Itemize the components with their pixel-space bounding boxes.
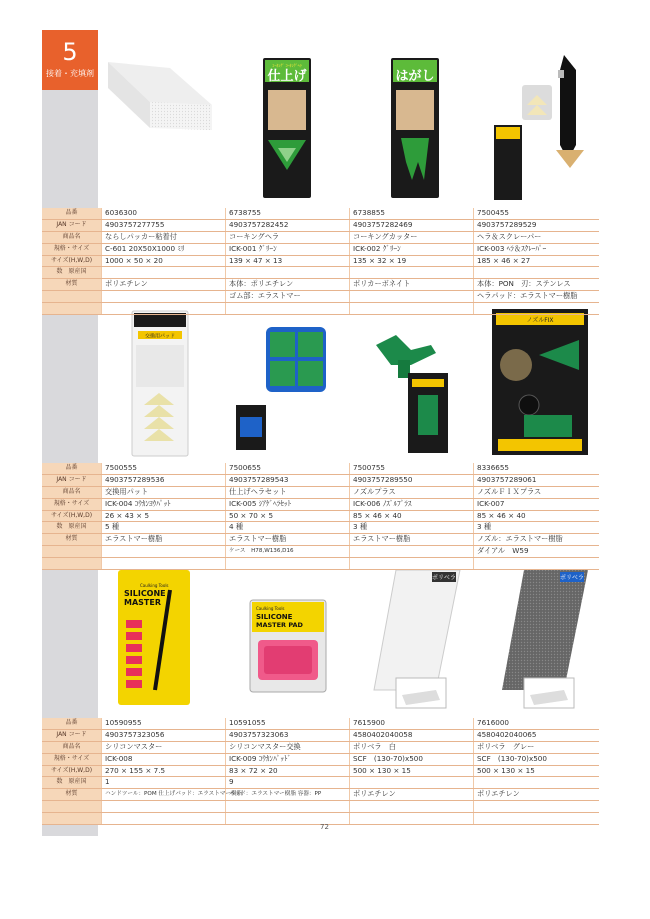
- spec-row: [42, 487, 599, 499]
- spec-cell: 4903757289061: [473, 475, 597, 486]
- spec-label: 規格・サイズ: [42, 499, 101, 510]
- spec-row: [42, 475, 599, 487]
- spec-cell: 4903757282469: [349, 220, 473, 231]
- spec-cell: ICK-008: [101, 754, 225, 765]
- spec-cell: [473, 267, 597, 278]
- spec-row: [42, 522, 599, 534]
- spec-cell: [349, 558, 473, 569]
- spec-cell: 500 × 130 × 15: [349, 766, 473, 777]
- spec-cell: 7500655: [225, 463, 349, 474]
- spec-cell: 4903757277755: [101, 220, 225, 231]
- product-image-scraper: [484, 50, 602, 205]
- spec-cell: [101, 813, 225, 824]
- spec-row: [42, 208, 599, 220]
- spec-label: 材質: [42, 534, 101, 545]
- spec-cell: 4903757289543: [225, 475, 349, 486]
- spec-cell: 500 × 130 × 15: [473, 766, 597, 777]
- spec-cell: パッド：エラストマー樹脂 容器：PP: [225, 789, 349, 800]
- spec-cell: 3 種: [473, 522, 597, 533]
- spec-label: 品番: [42, 208, 101, 219]
- spec-row: [42, 534, 599, 546]
- spec-label: 数 原産国: [42, 267, 101, 278]
- spec-cell: 135 × 32 × 19: [349, 256, 473, 267]
- spec-cell: [225, 558, 349, 569]
- spec-cell: 6738755: [225, 208, 349, 219]
- spec-cell: 仕上げヘラセット: [225, 487, 349, 498]
- pkg-tag-gray: ポリベラ: [560, 574, 584, 582]
- spec-cell: [473, 558, 597, 569]
- spec-table-3: [42, 718, 599, 825]
- spec-cell: ノズル：エラストマー樹脂: [473, 534, 597, 545]
- spec-cell: [225, 303, 349, 314]
- spec-cell: [473, 813, 597, 824]
- spec-cell: ノズルＦＩＸプラス: [473, 487, 597, 498]
- spec-cell: [349, 291, 473, 302]
- spec-cell: 10591055: [225, 718, 349, 729]
- chapter-title: 接着・充填剤: [46, 69, 94, 78]
- spec-cell: 6738855: [349, 208, 473, 219]
- pkg-text-silicone1: SILICONE: [124, 589, 166, 598]
- spec-cell: [349, 813, 473, 824]
- spec-label: 規格・サイズ: [42, 244, 101, 255]
- spec-cell: [349, 777, 473, 788]
- pkg-text-master1: MASTER: [124, 598, 161, 607]
- spec-row: [42, 291, 599, 303]
- spec-cell: C-601 20X50X1000 ﾐﾘ: [101, 244, 225, 255]
- spec-row: [42, 718, 599, 730]
- spec-row: [42, 511, 599, 523]
- sidebar-strip: [42, 30, 98, 836]
- spec-label: 材質: [42, 279, 101, 290]
- pkg-tag-white: ポリベラ: [432, 574, 456, 582]
- spec-cell: ICK-002 ｸﾞﾘｰﾝ: [349, 244, 473, 255]
- spec-cell: ハンドツール：POM 仕上げパッド：エラストマー樹脂: [101, 789, 225, 800]
- product-image-silicone-pad: [228, 560, 346, 715]
- pkg-text-ct1: Caulking Tools: [140, 583, 169, 588]
- spec-row: [42, 279, 599, 291]
- spec-cell: エラストマー樹脂: [101, 534, 225, 545]
- spec-cell: [225, 267, 349, 278]
- spec-label: 品番: [42, 463, 101, 474]
- spec-row: [42, 777, 599, 789]
- spec-cell: [349, 267, 473, 278]
- spec-label: 品番: [42, 718, 101, 729]
- spec-label: [42, 558, 101, 569]
- spec-cell: ポリエチレン: [473, 789, 597, 800]
- pkg-text-ct2: Caulking Tools: [256, 606, 285, 611]
- spec-cell: 8336655: [473, 463, 597, 474]
- spec-row: [42, 801, 599, 813]
- spec-cell: 1000 × 50 × 20: [101, 256, 225, 267]
- pkg-text-small: ｺｰｷﾝｸﾞ ｺｰｷﾝｸﾞﾍﾗ: [272, 63, 302, 68]
- spec-cell: [225, 801, 349, 812]
- product-image-cutter: [356, 50, 474, 205]
- spec-cell: シリコンマスター交換: [225, 742, 349, 753]
- spec-cell: ICK-004 ｺｳｶﾝﾖｳﾊﾟｯﾄ: [101, 499, 225, 510]
- spec-label: サイズ(H,W,D): [42, 256, 101, 267]
- spec-row: [42, 742, 599, 754]
- spec-cell: 270 × 155 × 7.5: [101, 766, 225, 777]
- spec-cell: ケース H78,W136,D16: [225, 546, 349, 557]
- spec-cell: [101, 546, 225, 557]
- product-image-nozzle: [356, 305, 474, 460]
- spec-label: JAN コード: [42, 220, 101, 231]
- spec-cell: [101, 267, 225, 278]
- spec-cell: 4903757323056: [101, 730, 225, 741]
- chapter-tab: [42, 30, 98, 90]
- spec-cell: [101, 291, 225, 302]
- product-image-polybera-gray: [484, 560, 602, 715]
- spec-cell: 85 × 46 × 40: [473, 511, 597, 522]
- page-number: 72: [320, 823, 329, 831]
- pkg-text-silicone2: SILICONE: [256, 613, 293, 621]
- pkg-text-masterpad: MASTER PAD: [256, 621, 303, 629]
- spec-cell: 185 × 46 × 27: [473, 256, 597, 267]
- spec-cell: [473, 801, 597, 812]
- spec-row: [42, 766, 599, 778]
- spec-cell: [349, 801, 473, 812]
- spec-cell: 50 × 70 × 5: [225, 511, 349, 522]
- spec-cell: 3 種: [349, 522, 473, 533]
- spec-cell: 本体：PON 刃：ステンレス: [473, 279, 597, 290]
- spec-cell: ICK-003 ﾍﾗ＆ｽｸﾚｰﾊﾟｰ: [473, 244, 597, 255]
- spec-cell: 4580402040065: [473, 730, 597, 741]
- spec-cell: ICK-005 ｼｱｹﾞﾍﾗｾｯﾄ: [225, 499, 349, 510]
- pkg-text-pads: 交換用パッド: [144, 333, 176, 340]
- chapter-number: 5: [62, 38, 78, 66]
- spec-cell: 7500455: [473, 208, 597, 219]
- spec-label: [42, 813, 101, 824]
- spec-cell: 6036300: [101, 208, 225, 219]
- spec-cell: [349, 546, 473, 557]
- spec-label: サイズ(H,W,D): [42, 511, 101, 522]
- spec-label: 材質: [42, 789, 101, 800]
- spec-cell: ならしパッカー粘着付: [101, 232, 225, 243]
- product-image-spatula-set: [228, 305, 346, 460]
- spec-label: JAN コード: [42, 730, 101, 741]
- product-image-pads: [100, 305, 218, 460]
- spec-cell: ICK-009 ｺｳｶﾝﾊﾟｯﾄﾞ: [225, 754, 349, 765]
- spec-row: [42, 303, 599, 315]
- spec-cell: [473, 777, 597, 788]
- spec-cell: [225, 813, 349, 824]
- spec-row: [42, 789, 599, 801]
- spec-cell: ICK-006 ﾉｽﾞﾙﾌﾟﾗｽ: [349, 499, 473, 510]
- spec-cell: 1: [101, 777, 225, 788]
- product-image-nozzle-fix: [484, 305, 602, 460]
- spec-label: 商品名: [42, 742, 101, 753]
- spec-cell: SCF (130-70)x500: [473, 754, 597, 765]
- spec-cell: 139 × 47 × 13: [225, 256, 349, 267]
- spec-cell: コーキングヘラ: [225, 232, 349, 243]
- spec-label: 数 原産国: [42, 522, 101, 533]
- spec-cell: ICK-007: [473, 499, 597, 510]
- spec-row: [42, 256, 599, 268]
- spec-cell: 7500555: [101, 463, 225, 474]
- spec-cell: 5 種: [101, 522, 225, 533]
- spec-cell: ゴム部：エラストマー: [225, 291, 349, 302]
- spec-cell: 4903757289550: [349, 475, 473, 486]
- spec-cell: 83 × 72 × 20: [225, 766, 349, 777]
- spec-row: [42, 730, 599, 742]
- spec-cell: 4903757323063: [225, 730, 349, 741]
- spec-label: 商品名: [42, 487, 101, 498]
- pkg-text-hagashi: はがし: [395, 69, 435, 84]
- spec-cell: 7616000: [473, 718, 597, 729]
- spec-cell: 4903757282452: [225, 220, 349, 231]
- spec-cell: 9: [225, 777, 349, 788]
- spec-cell: ポリベラ 白: [349, 742, 473, 753]
- spec-cell: 4903757289529: [473, 220, 597, 231]
- spec-label: [42, 801, 101, 812]
- spec-row: [42, 463, 599, 475]
- spec-label: 数 原産国: [42, 777, 101, 788]
- spec-cell: ポリベラ グレー: [473, 742, 597, 753]
- product-image-silicone-master: [100, 560, 218, 715]
- spec-cell: 7500755: [349, 463, 473, 474]
- spec-cell: [101, 801, 225, 812]
- spec-row: [42, 267, 599, 279]
- spec-label: JAN コード: [42, 475, 101, 486]
- spec-cell: 本体：ポリエチレン: [225, 279, 349, 290]
- spec-cell: シリコンマスター: [101, 742, 225, 753]
- spec-cell: 85 × 46 × 40: [349, 511, 473, 522]
- pkg-text-shiage: 仕上げ: [267, 69, 307, 84]
- spec-cell: コーキングカッター: [349, 232, 473, 243]
- spec-cell: 10590955: [101, 718, 225, 729]
- spec-row: [42, 754, 599, 766]
- spec-label: サイズ(H,W,D): [42, 766, 101, 777]
- spec-row: [42, 558, 599, 570]
- product-image-backer: [100, 50, 218, 205]
- spec-label: [42, 303, 101, 314]
- spec-cell: ICK-001 ｸﾞﾘｰﾝ: [225, 244, 349, 255]
- spec-cell: [349, 303, 473, 314]
- spec-cell: 4903757289536: [101, 475, 225, 486]
- product-image-polybera-white: [356, 560, 474, 715]
- spec-cell: 7615900: [349, 718, 473, 729]
- spec-cell: ヘラパッド：エラストマー樹脂: [473, 291, 597, 302]
- spec-cell: 4 種: [225, 522, 349, 533]
- spec-row: [42, 232, 599, 244]
- spec-cell: ヘラ＆スクレーパー: [473, 232, 597, 243]
- spec-table-1: [42, 208, 599, 315]
- spec-cell: 26 × 43 × 5: [101, 511, 225, 522]
- spec-cell: 交換用パット: [101, 487, 225, 498]
- spec-cell: [101, 558, 225, 569]
- spec-cell: ポリエチレン: [101, 279, 225, 290]
- spec-cell: [101, 303, 225, 314]
- spec-cell: ノズルプラス: [349, 487, 473, 498]
- spec-cell: SCF (130-70)x500: [349, 754, 473, 765]
- spec-row: [42, 244, 599, 256]
- spec-cell: [473, 303, 597, 314]
- spec-table-2: [42, 463, 599, 570]
- product-image-spatula: [228, 50, 346, 205]
- spec-label: 商品名: [42, 232, 101, 243]
- spec-row: [42, 499, 599, 511]
- spec-cell: エラストマー樹脂: [225, 534, 349, 545]
- spec-cell: 4580402040058: [349, 730, 473, 741]
- spec-cell: ポリエチレン: [349, 789, 473, 800]
- spec-label: [42, 291, 101, 302]
- spec-cell: エラストマー樹脂: [349, 534, 473, 545]
- pkg-text-nozzlefix: ノズルFIX: [526, 317, 554, 324]
- spec-row: [42, 220, 599, 232]
- spec-row: [42, 546, 599, 558]
- spec-cell: ポリカーボネイト: [349, 279, 473, 290]
- spec-label: 規格・サイズ: [42, 754, 101, 765]
- spec-cell: ダイアル W59: [473, 546, 597, 557]
- spec-label: [42, 546, 101, 557]
